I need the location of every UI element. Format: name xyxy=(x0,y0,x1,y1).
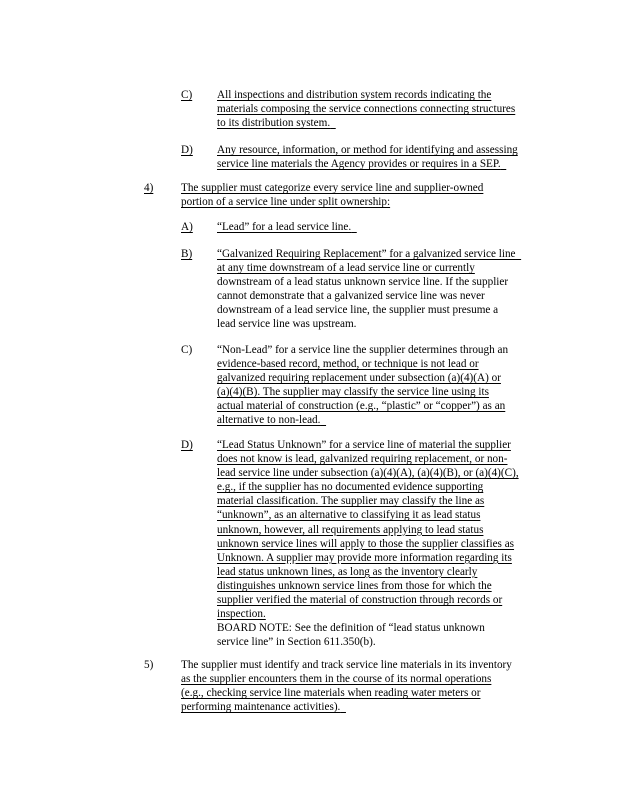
text-line: (a)(4)(B). The supplier may classify the service line using its xyxy=(217,386,489,399)
item-4a-text xyxy=(217,220,357,234)
text-line: The supplier must categorize every service line and supplier-owned xyxy=(181,182,484,194)
text-line: “Lead Status Unknown” for a service line of material the supplier xyxy=(217,439,511,451)
text-line: unknown service lines will apply to those the supplier classifies as xyxy=(217,537,515,550)
item-4b-label: B) xyxy=(181,248,193,260)
text-line: “Galvanized Requiring Replacement” for a galvanized service line xyxy=(217,248,516,260)
text-line: lead service line under subsection (a)(4)(A), (a)(4)(B), or (a)(4)(C), xyxy=(217,467,519,480)
board-note-line: service line” in Section 611.350(b). xyxy=(217,636,376,649)
item-4a-label: A) xyxy=(181,221,193,233)
text-line: service line materials the Agency provides or requires in a SEP. xyxy=(217,158,501,171)
text-line: galvanized requiring replacement under subsection (a)(4)(A) or xyxy=(217,372,501,385)
text-line: does not know is lead, galvanized requiring replacement, or non- xyxy=(217,453,508,466)
text-line: “Lead” for a lead service line. xyxy=(217,221,352,233)
text-line: evidence-based record, method, or technique is not lead or xyxy=(217,358,479,371)
item-c-label: C) xyxy=(181,89,193,101)
text-line: (e.g., checking service line materials when reading water meters or xyxy=(181,687,481,700)
text-line: alternative to non-lead. xyxy=(217,414,321,427)
item-4c-label: C) xyxy=(181,344,193,356)
item-5-text xyxy=(181,658,512,714)
text-line: material classification. The supplier may classify the line as xyxy=(217,495,485,508)
text-line: at any time downstream of a lead service line or currently xyxy=(217,262,475,275)
text-line: downstream of a lead status unknown service line. If the supplier xyxy=(217,276,509,289)
item-c-text xyxy=(217,88,515,130)
text-line: Unknown. A supplier may provide more information regarding its xyxy=(217,551,512,564)
text-line: cannot demonstrate that a galvanized service line was never xyxy=(217,290,485,303)
text-line: actual material of construction (e.g., “plastic” or “copper”) as an xyxy=(217,400,506,413)
text-line: unknown, however, all requirements applying to lead status xyxy=(217,523,484,536)
text-line: Any resource, information, or method for identifying and assessing xyxy=(217,144,518,156)
text-line: The supplier must identify and track service line materials in its inventory xyxy=(181,659,512,671)
text-line: portion of a service line under split ownership: xyxy=(181,196,391,209)
item-4c-text xyxy=(217,343,508,428)
text-line: as the supplier encounters them in the course of its normal operations xyxy=(181,673,492,686)
text-line: downstream of a lead service line, the supplier must presume a xyxy=(217,304,499,317)
item-4-text xyxy=(181,181,483,209)
item-5-label: 5) xyxy=(144,659,154,671)
item-4d-text xyxy=(217,438,519,649)
board-note-line: BOARD NOTE: See the definition of “lead status unknown xyxy=(217,622,485,635)
text-line: performing maintenance activities). xyxy=(181,701,341,714)
text-line: inspection. xyxy=(217,608,266,621)
text-line: supplier verified the material of construction through records or xyxy=(217,594,503,607)
item-4d-label: D) xyxy=(181,439,193,451)
text-line: e.g., if the supplier has no documented evidence supporting xyxy=(217,481,484,494)
text-line: distinguishes unknown service lines from those for which the xyxy=(217,579,492,592)
item-4-label: 4) xyxy=(144,182,154,194)
text-line: “Non-Lead” for a service line the supplier determines through an xyxy=(217,344,509,356)
item-d-text xyxy=(217,143,518,171)
text-line: All inspections and distribution system records indicating the xyxy=(217,89,492,101)
text-line: materials composing the service connections connecting structures xyxy=(217,103,516,116)
text-line: “unknown”, as an alternative to classifying it as lead status xyxy=(217,509,481,522)
item-4b-text xyxy=(217,247,521,332)
text-line: to its distribution system. xyxy=(217,117,331,130)
text-line: lead status unknown lines, as long as the inventory clearly xyxy=(217,565,478,578)
text-line: lead service line was upstream. xyxy=(217,318,357,331)
item-d-label: D) xyxy=(181,144,193,156)
